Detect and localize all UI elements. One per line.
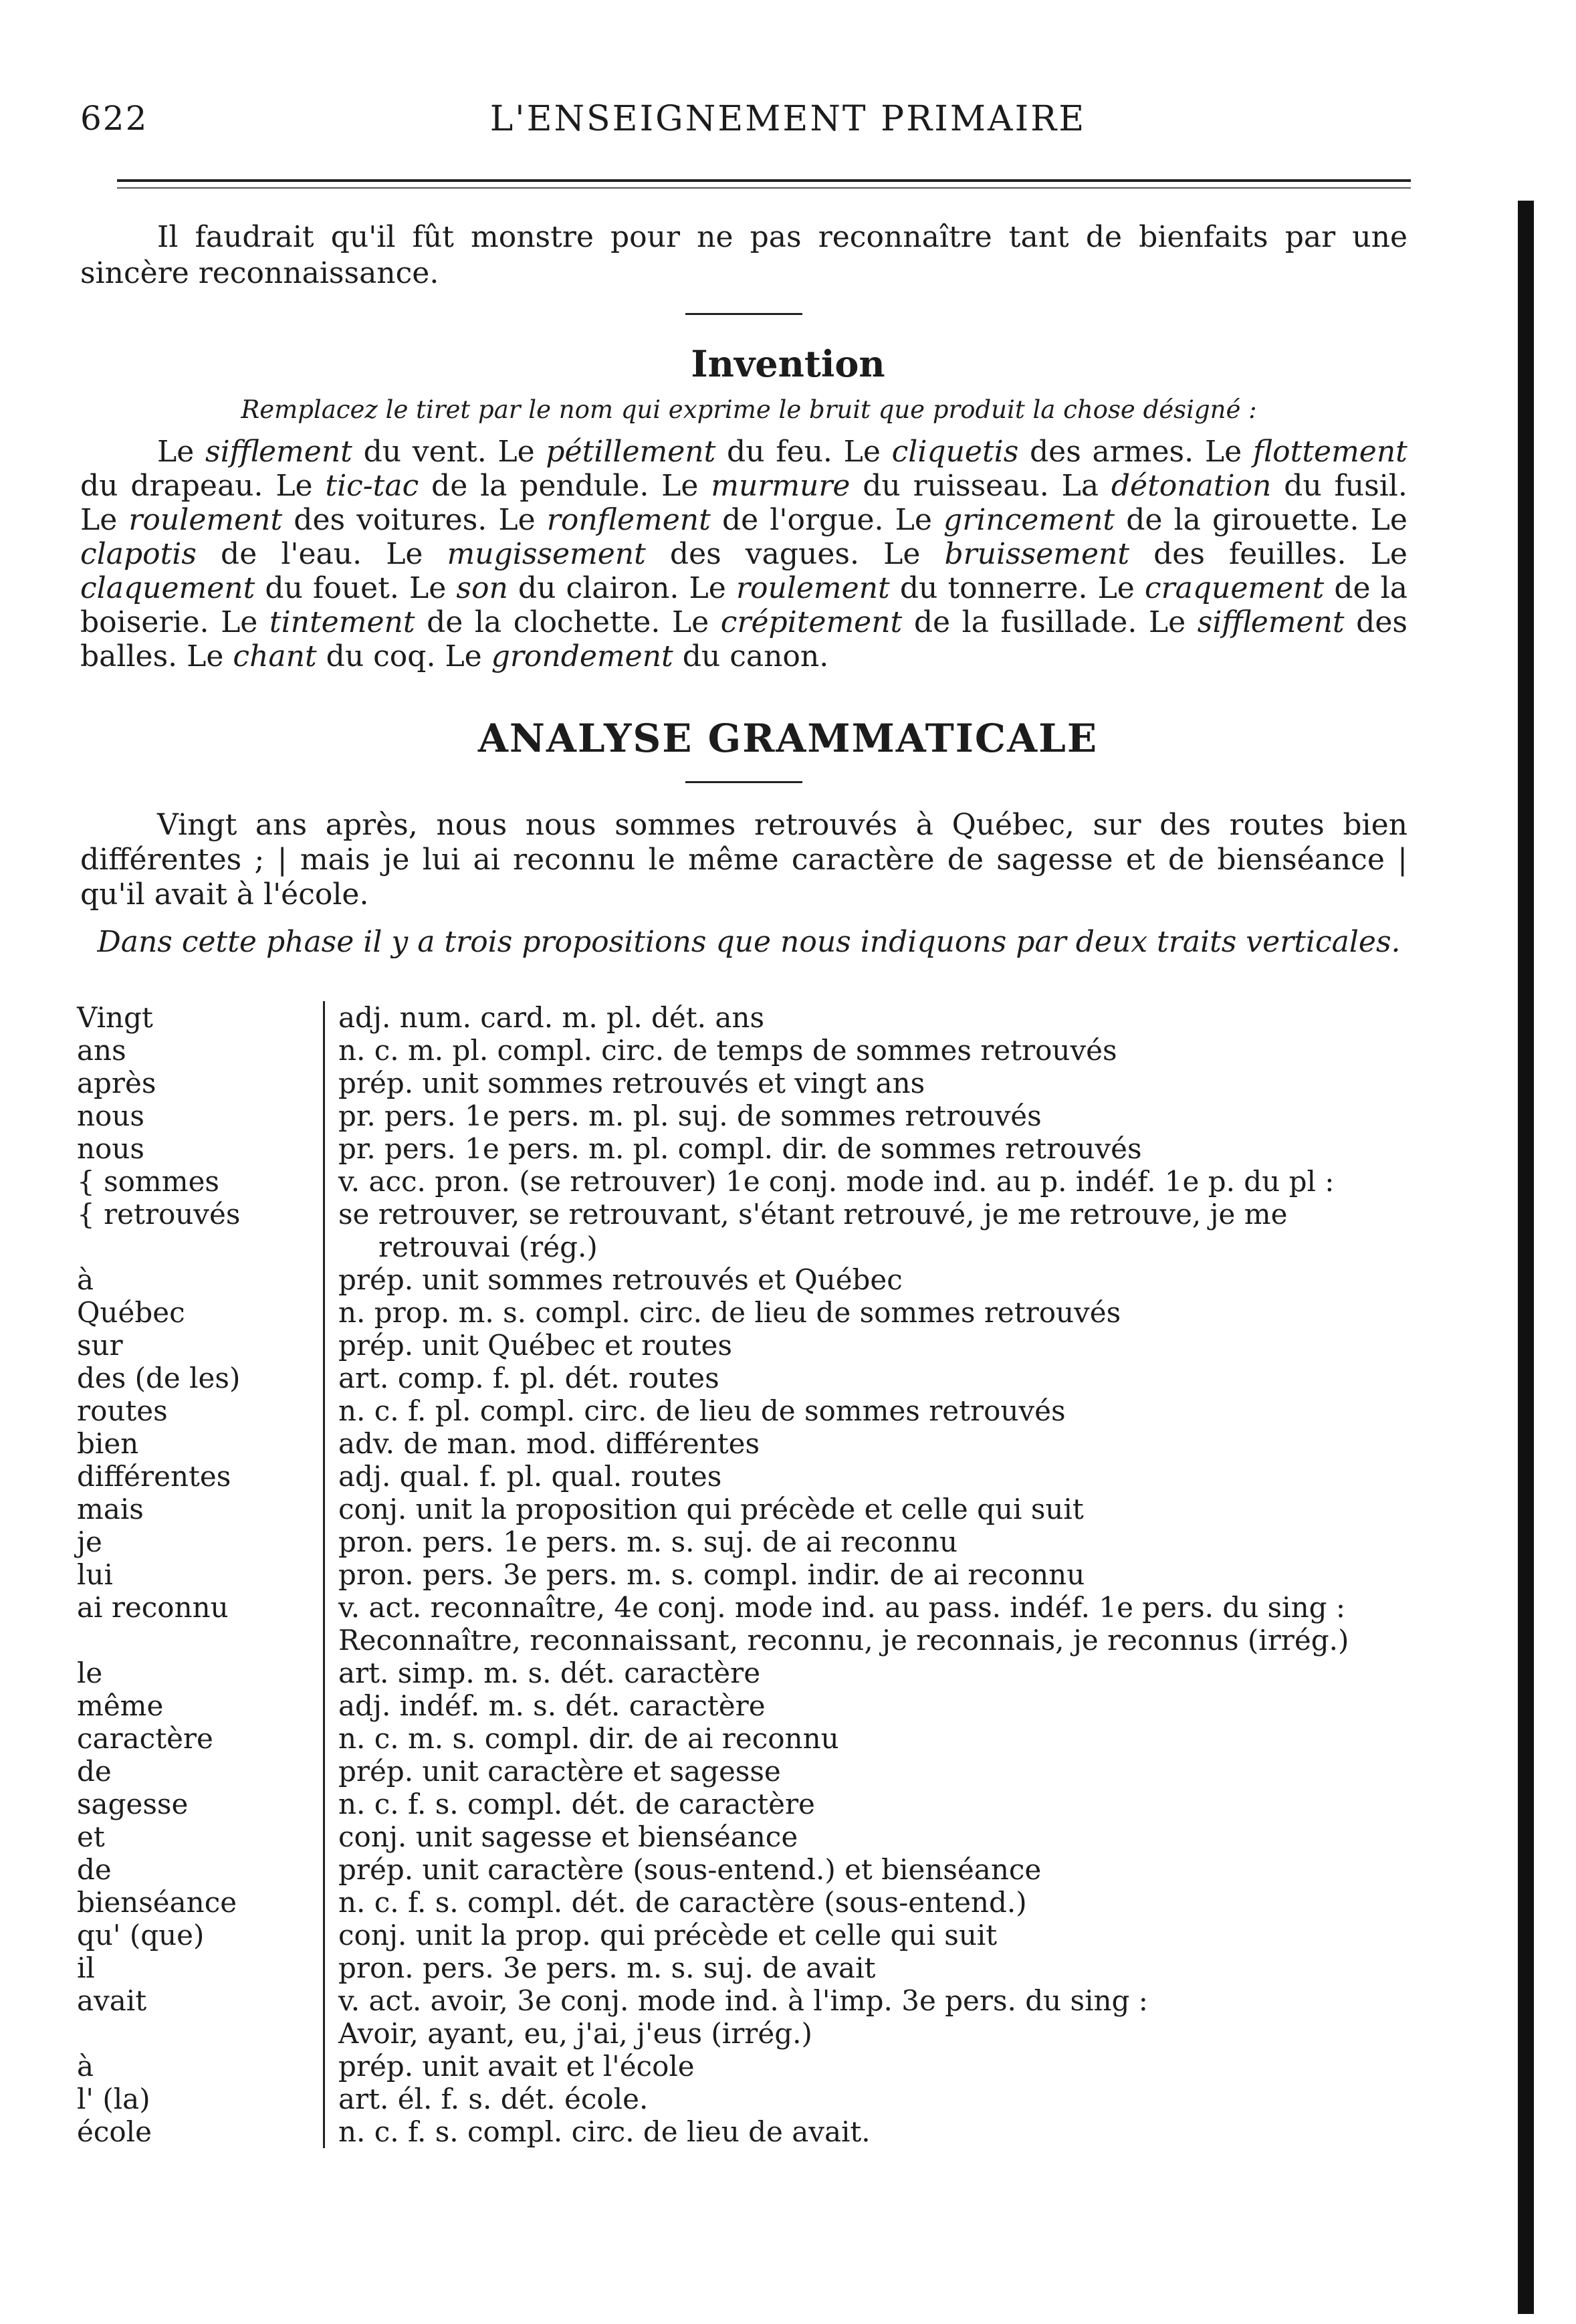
invention-noun: tic-tac — [325, 469, 419, 503]
analysis-row — [77, 1722, 1428, 1755]
invention-noun: crépitement — [720, 605, 903, 639]
page-number: 622 — [80, 99, 148, 138]
invention-article: Le — [275, 469, 313, 503]
analysis-word: après — [77, 1067, 156, 1099]
analysis-word: des (de les) — [77, 1362, 241, 1394]
invention-noun: claquement — [80, 571, 255, 605]
intro-paragraph: Il faudrait qu'il fût monstre pour ne pas reconnaître tant de bienfaits par une sincère reconnaissance. — [80, 220, 1408, 290]
analysis-row — [77, 1493, 1428, 1525]
analysis-word: sagesse — [77, 1788, 189, 1820]
invention-complement: de la pendule. — [431, 469, 649, 503]
analysis-row — [77, 1755, 1428, 1788]
invention-complement: de la girouette. — [1126, 503, 1359, 537]
analysis-description: Avoir, ayant, eu, j'ai, j'eus (irrég.) — [323, 2017, 1428, 2050]
analysis-row — [77, 2115, 1428, 2148]
analysis-word: qu' (que) — [77, 1919, 205, 1951]
analysis-row — [77, 1951, 1428, 1984]
analysis-description: conj. unit la proposition qui précède et celle qui suit — [323, 1493, 1428, 1525]
analysis-row — [77, 1558, 1428, 1591]
analysis-description: art. simp. m. s. dét. caractère — [323, 1657, 1428, 1689]
analysis-word: mais — [77, 1493, 144, 1525]
analysis-word: nous — [77, 1132, 144, 1165]
analysis-table — [77, 1001, 1428, 2148]
analysis-description: conj. unit la prop. qui précède et celle qui suit — [323, 1919, 1428, 1951]
analysis-row — [77, 1460, 1428, 1493]
analysis-row — [77, 1231, 1428, 1263]
invention-complement: des feuilles. — [1153, 537, 1347, 571]
invention-complement: de la boiserie. — [80, 571, 1408, 639]
analysis-row — [77, 1198, 1428, 1231]
invention-noun: mugissement — [447, 537, 646, 571]
analysis-description: pron. pers. 3e pers. m. s. suj. de avait — [323, 1951, 1428, 1984]
analysis-row — [77, 1001, 1428, 1034]
analysis-description: adj. num. card. m. pl. dét. ans — [323, 1001, 1428, 1034]
analysis-description: v. acc. pron. (se retrouver) 1e conj. mode ind. au p. indéf. 1e p. du pl : — [323, 1165, 1428, 1198]
analysis-word: à — [77, 1263, 94, 1296]
invention-article: Le — [157, 435, 195, 469]
analysis-row — [77, 1657, 1428, 1689]
analysis-description: pron. pers. 3e pers. m. s. compl. indir. de ai reconnu — [323, 1558, 1428, 1591]
invention-complement: du feu. — [727, 435, 832, 469]
analysis-row — [77, 1591, 1428, 1624]
invention-noun: tintement — [269, 605, 415, 639]
invention-title: Invention — [691, 342, 885, 385]
invention-noun: craquement — [1144, 571, 1325, 605]
invention-noun: ronflement — [546, 503, 711, 537]
analysis-word: de — [77, 1853, 112, 1886]
analysis-row — [77, 1624, 1428, 1657]
invention-text — [80, 435, 1408, 673]
invention-noun: murmure — [711, 469, 851, 503]
invention-noun: bruissement — [944, 537, 1130, 571]
analysis-description: n. c. m. s. compl. dir. de ai reconnu — [323, 1722, 1428, 1755]
invention-item — [883, 537, 1346, 571]
analysis-description: art. él. f. s. dét. école. — [323, 2083, 1428, 2115]
analysis-word: le — [77, 1657, 103, 1689]
invention-rule-top — [685, 313, 802, 315]
analysis-description: v. act. avoir, 3e conj. mode ind. à l'imp. 3e pers. du sing : — [323, 1984, 1428, 2017]
analysis-row — [77, 1394, 1428, 1427]
invention-item — [844, 435, 1194, 469]
invention-article: Le — [1370, 537, 1408, 571]
invention-item — [409, 571, 679, 605]
invention-complement: du clairon. — [518, 571, 679, 605]
analysis-description: retrouvai (rég.) — [323, 1231, 1428, 1263]
analysis-description: pr. pers. 1e pers. m. pl. compl. dir. de sommes retrouvés — [323, 1132, 1428, 1165]
analysis-row — [77, 1788, 1428, 1820]
invention-complement: des voitures. — [294, 503, 487, 537]
analysis-row — [77, 1853, 1428, 1886]
analysis-word: { retrouvés — [77, 1198, 241, 1231]
analysis-row — [77, 1329, 1428, 1362]
invention-item — [689, 571, 1088, 605]
header-rule — [117, 179, 1411, 182]
invention-article: Le — [671, 605, 709, 639]
analyse-title: ANALYSE GRAMMATICALE — [477, 716, 1099, 761]
invention-complement: du fusil. — [1284, 469, 1408, 503]
invention-complement: des vagues. — [669, 537, 859, 571]
invention-article: Le — [498, 503, 536, 537]
analysis-row — [77, 1820, 1428, 1853]
analysis-row — [77, 1263, 1428, 1296]
invention-complement: du canon. — [682, 639, 829, 673]
analysis-description: prép. unit avait et l'école — [323, 2050, 1428, 2083]
invention-article: Le — [1370, 503, 1408, 537]
invention-item — [445, 639, 828, 673]
analysis-row — [77, 1919, 1428, 1951]
invention-complement: du vent. — [363, 435, 487, 469]
analysis-description: prép. unit caractère et sagesse — [323, 1755, 1428, 1788]
invention-noun: roulement — [128, 503, 283, 537]
analysis-row — [77, 1034, 1428, 1067]
invention-item — [386, 537, 859, 571]
analysis-word: sur — [77, 1329, 123, 1362]
invention-instruction: Remplacez le tiret par le nom qui exprime le bruit que produit la chose désigné : — [241, 395, 1257, 424]
invention-article: Le — [497, 435, 535, 469]
analysis-description: n. c. f. pl. compl. circ. de lieu de sommes retrouvés — [323, 1394, 1428, 1427]
analysis-word: ans — [77, 1034, 126, 1067]
invention-item — [895, 503, 1359, 537]
invention-item — [80, 503, 487, 537]
page-edge-shadow — [1518, 201, 1534, 2314]
analysis-row — [77, 2083, 1428, 2115]
header-rule-thin — [117, 187, 1411, 189]
invention-article: Le — [187, 639, 224, 673]
analysis-row — [77, 1984, 1428, 2017]
analysis-description: adj. indéf. m. s. dét. caractère — [323, 1689, 1428, 1722]
invention-article: Le — [409, 571, 447, 605]
analysis-description: v. act. reconnaître, 4e conj. mode ind. au pass. indéf. 1e pers. du sing : — [323, 1591, 1428, 1624]
analysis-word: Québec — [77, 1296, 185, 1329]
analysis-word — [77, 1231, 323, 1263]
analysis-word: avait — [77, 1984, 147, 2017]
invention-article: Le — [80, 503, 118, 537]
invention-item — [672, 605, 1137, 639]
analysis-word: bienséance — [77, 1886, 237, 1919]
analyse-rule — [685, 781, 802, 783]
invention-article: Le — [221, 605, 258, 639]
analysis-row — [77, 1525, 1428, 1558]
invention-noun: chant — [233, 639, 317, 673]
analysis-description: n. c. m. pl. compl. circ. de temps de sommes retrouvés — [323, 1034, 1428, 1067]
analysis-word — [77, 1624, 323, 1657]
analysis-word: et — [77, 1820, 105, 1853]
invention-article: Le — [895, 503, 932, 537]
invention-complement: de l'eau. — [221, 537, 362, 571]
analysis-word: bien — [77, 1427, 139, 1460]
analysis-description: se retrouver, se retrouvant, s'étant retrouvé, je me retrouve, je me — [323, 1198, 1428, 1231]
analysis-description: pron. pers. 1e pers. m. s. suj. de ai reconnu — [323, 1525, 1428, 1558]
analysis-description: n. c. f. s. compl. dét. de caractère (sous-entend.) — [323, 1886, 1428, 1919]
invention-item — [498, 503, 883, 537]
invention-complement: du tonnerre. — [899, 571, 1088, 605]
analysis-description: adj. qual. f. pl. qual. routes — [323, 1460, 1428, 1493]
analysis-row — [77, 1165, 1428, 1198]
analysis-word: l' (la) — [77, 2083, 150, 2115]
analysis-word — [77, 2017, 323, 2050]
invention-noun: son — [456, 571, 508, 605]
invention-complement: de la fusillade. — [913, 605, 1137, 639]
invention-item — [221, 605, 660, 639]
invention-article: La — [1061, 469, 1099, 503]
invention-noun: grondement — [491, 639, 673, 673]
analysis-row — [77, 1689, 1428, 1722]
analysis-row — [77, 2017, 1428, 2050]
analysis-word: routes — [77, 1394, 168, 1427]
analysis-description: conj. unit sagesse et bienséance — [323, 1820, 1428, 1853]
invention-noun: cliquetis — [891, 435, 1019, 469]
invention-noun: flottement — [1252, 435, 1408, 469]
analysis-description: prép. unit Québec et routes — [323, 1329, 1428, 1362]
invention-complement: de la clochette. — [427, 605, 661, 639]
analysis-description: n. c. f. s. compl. dét. de caractère — [323, 1788, 1428, 1820]
invention-article: Le — [1097, 571, 1135, 605]
invention-noun: sifflement — [1197, 605, 1345, 639]
invention-item — [497, 435, 832, 469]
invention-article: Le — [843, 435, 881, 469]
invention-article: Le — [883, 537, 921, 571]
analysis-description: adv. de man. mod. différentes — [323, 1427, 1428, 1460]
invention-item — [661, 469, 1049, 503]
invention-complement: du coq. — [326, 639, 436, 673]
invention-noun: grincement — [943, 503, 1115, 537]
analysis-word: différentes — [77, 1460, 231, 1493]
invention-article: Le — [689, 571, 726, 605]
analysis-description: pr. pers. 1e pers. m. pl. suj. de sommes retrouvés — [323, 1099, 1428, 1132]
analysis-word: lui — [77, 1558, 113, 1591]
invention-noun: détonation — [1111, 469, 1272, 503]
invention-complement: des armes. — [1030, 435, 1194, 469]
invention-item — [157, 435, 487, 469]
running-head: L'ENSEIGNEMENT PRIMAIRE — [489, 99, 1087, 139]
invention-article: Le — [1148, 605, 1186, 639]
analysis-description: prép. unit sommes retrouvés et Québec — [323, 1263, 1428, 1296]
analysis-description: n. prop. m. s. compl. circ. de lieu de sommes retrouvés — [323, 1296, 1428, 1329]
invention-complement: du ruisseau. — [863, 469, 1049, 503]
invention-article: Le — [445, 639, 482, 673]
analysis-word: il — [77, 1951, 95, 1984]
analysis-row — [77, 1099, 1428, 1132]
analyse-note: Dans cette phase il y a trois propositions que nous indiquons par deux traits verticales. — [97, 925, 1401, 959]
invention-noun: sifflement — [205, 435, 352, 469]
analysis-row — [77, 1296, 1428, 1329]
analysis-row — [77, 1886, 1428, 1919]
invention-noun: pétillement — [546, 435, 716, 469]
analysis-description: prép. unit sommes retrouvés et vingt ans — [323, 1067, 1428, 1099]
analysis-word: à — [77, 2050, 94, 2083]
analysis-row — [77, 1132, 1428, 1165]
invention-item — [1062, 469, 1408, 503]
invention-item — [275, 469, 649, 503]
invention-article: Le — [386, 537, 423, 571]
analysis-word: je — [77, 1525, 102, 1558]
invention-complement: de l'orgue. — [721, 503, 884, 537]
invention-complement: du drapeau. — [80, 469, 263, 503]
analysis-word: école — [77, 2115, 152, 2148]
invention-noun: clapotis — [80, 537, 197, 571]
analysis-description: Reconnaître, reconnaissant, reconnu, je reconnais, je reconnus (irrég.) — [323, 1624, 1428, 1657]
analysis-description: prép. unit caractère (sous-entend.) et bienséance — [323, 1853, 1428, 1886]
analysis-row — [77, 2050, 1428, 2083]
invention-article: Le — [1204, 435, 1242, 469]
analysis-word: même — [77, 1689, 164, 1722]
invention-complement: du fouet. — [265, 571, 399, 605]
analysis-word: de — [77, 1755, 112, 1788]
analysis-row — [77, 1067, 1428, 1099]
invention-complement: des balles. — [80, 605, 1408, 673]
analysis-word: Vingt — [77, 1001, 153, 1034]
analyse-sentence: Vingt ans après, nous nous sommes retrouvés à Québec, sur des routes bien différentes ; | mais je lui ai reconnu le même caractère de sagesse et de bienséance | qu'il avait à l'école. — [80, 808, 1408, 912]
analysis-word: ai reconnu — [77, 1591, 229, 1624]
analysis-word: caractère — [77, 1722, 213, 1755]
analysis-description: n. c. f. s. compl. circ. de lieu de avait. — [323, 2115, 1428, 2148]
invention-noun: roulement — [736, 571, 890, 605]
analysis-row — [77, 1427, 1428, 1460]
analysis-word: nous — [77, 1099, 144, 1132]
invention-item — [187, 639, 435, 673]
analysis-word: { sommes — [77, 1165, 219, 1198]
analysis-row — [77, 1362, 1428, 1394]
invention-article: Le — [661, 469, 699, 503]
analysis-description: art. comp. f. pl. dét. routes — [323, 1362, 1428, 1394]
